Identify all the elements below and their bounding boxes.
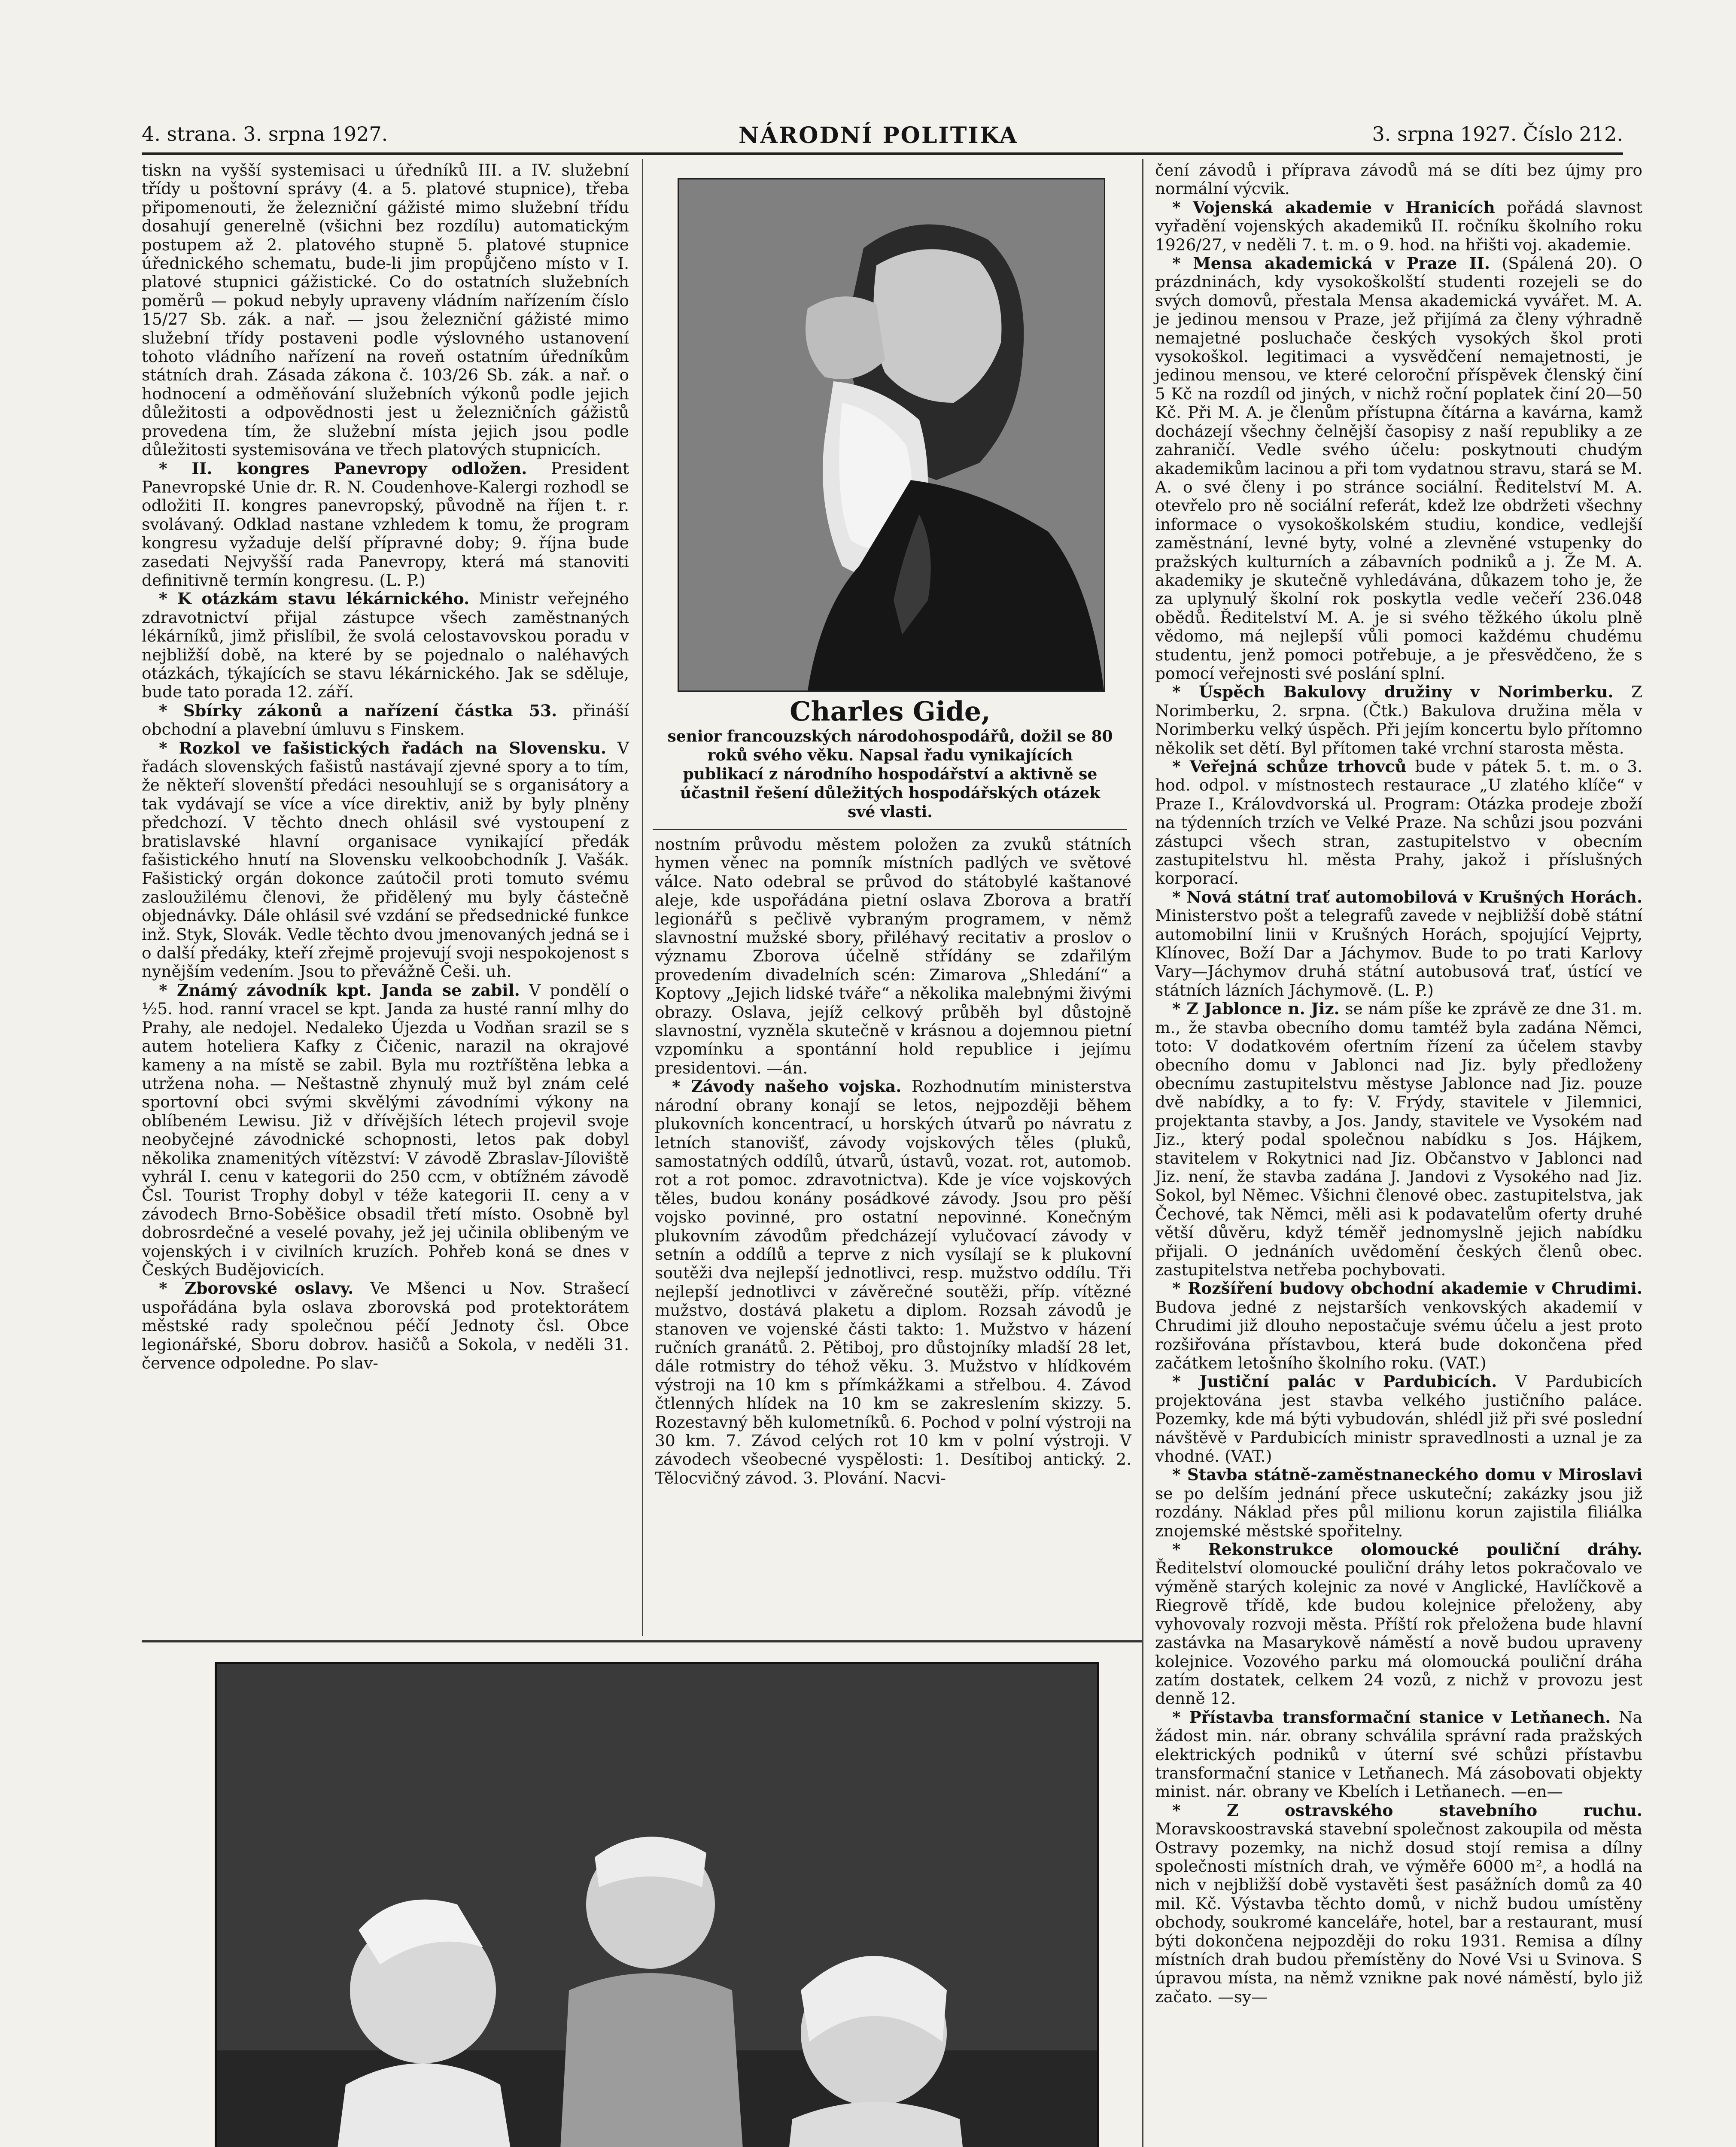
article-headline: * Přístavba transformační stanice v Letňanech.	[1172, 1707, 1611, 1727]
column-3	[1155, 161, 1642, 2147]
article-headline: * Sbírky zákonů a nařízení částka 53.	[159, 701, 557, 720]
article-headline: * Z ostravského stavebního ruchu.	[1172, 1800, 1642, 1820]
article-paragraph	[655, 1077, 1131, 1487]
article-body: (Spálená 20). O prázdninách, kdy vysokoškolští studenti rozejeli se do svých domovů, přestala Mensa akademická vyvářet. M. A. je jedinou mensou v Praze, jež přijímá za členy výhradně nemajetné posluchače českých vysokých škol proti vysokoškol. legitimaci a vysvědčení nemajetnosti, je jedinou mensou, ve které celoroční příspěvek členský činí 5 Kč na rozdíl od jiných, v nichž roční poplatek činí 20—50 Kč. Při M. A. je členům přístupna čítárna a kavárna, kamž docházejí všechny čelnější časopisy z naší republiky a ze zahraničí. Vedle svého účelu: poskytnouti chudým akademikům lacinou a při tom vydatnou stravu, stará se M. A. o své členy i po stránce sociální. Ředitelství M. A. otevřelo pro ně sociální referát, kdež lze obdržeti všechny informace o vysokoškolském studiu, kondice, vedlejší zaměstnání, levné byty, volné a zlevněné vstupenky do pražských kulturních a zábavních podniků a j. Že M. A. akademiky je skutečně vyhledávána, důkazem toho je, že za uplynulý školní rok poskytla vedle večeří 236.048 obědů. Ředitelství M. A. je si svého těžkého úkolu plně vědomo, má nejlepší vůli pomoci každému chudému studentu, jenž pomoci potřebuje, a je přesvědčeno, že s pomocí veřejnosti své poslání splní.	[1155, 254, 1642, 683]
article-body: pořádá slavnost vyřadění vojenských akademiků II. ročníku školního roku 1926/27, v neděli 7. t. m. o 9. hod. na hřišti voj. akademie.	[1155, 198, 1642, 254]
article-paragraph	[142, 981, 629, 1280]
article-headline: * Nová státní trať automobilová v Krušných Horách.	[1172, 887, 1642, 906]
article-body: se po delším jednání přece uskuteční; zakázky jsou již rozdány. Náklad přes půl milionu korun zajistila filiálka znojemské městské spořitelny.	[1155, 1484, 1642, 1540]
article-headline: * Známý závodník kpt. Janda se zabil.	[159, 980, 520, 1000]
article-paragraph	[1155, 757, 1642, 888]
byrd-children-photo	[215, 1662, 1099, 2147]
article-paragraph	[1155, 1000, 1642, 1279]
article-headline: * II. kongres Panevropy odložen.	[159, 459, 527, 478]
article-paragraph	[655, 835, 1131, 1077]
article-paragraph	[142, 161, 629, 459]
article-paragraph	[142, 590, 629, 701]
article-headline: * Mensa akademická v Praze II.	[1172, 254, 1490, 273]
article-body: Z Norimberku, 2. srpna. (Čtk.) Bakulova družina měla v Norimberku velký úspěch. Při jejím koncertu bylo přítomno několik set dětí. Byl přítomen také vrchní starosta města.	[1155, 682, 1642, 757]
column-rule-2	[1142, 159, 1143, 2147]
header-date-left: 4. strana. 3. srpna 1927.	[142, 122, 388, 146]
page-header	[142, 122, 1623, 155]
article-paragraph	[142, 459, 629, 590]
article-paragraph	[1155, 1466, 1642, 1540]
article-body: Budova jedné z nejstarších venkovských akademií v Chrudimi již dlouho nepostačuje svému účelu a jest proto rozšiřována přístavbou, která bude dokončena před začátkem letošního školního roku. (VAT.)	[1155, 1297, 1642, 1372]
portrait-caption	[665, 696, 1116, 821]
article-headline: * Rozšíření budovy obchodní akademie v Chrudimi.	[1172, 1279, 1642, 1298]
article-body: Ve Mšenci u Nov. Strašecí uspořádána byla oslava zborovská pod protektorátem městské rady společnou péčí Jednoty čsl. Obce legionářské, Sboru dobrov. hasičů a Sokola, v neděli 31. července odpoledne. Po slav-	[142, 1279, 629, 1372]
portrait-caption-text: senior francouzských národohospodářů, dožil se 80 roků svého věku. Napsal řadu vynikajících publikací z národního hospodářství a aktivně se účastnil řešení důležitých hospodářských otázek své vlasti.	[667, 727, 1113, 821]
portrait-caption-title: Charles Gide,	[790, 696, 991, 727]
article-body: Rozhodnutím ministerstva národní obrany konají se letos, nejpozději během plukovních koncentrací, u horských útvarů po návratu z letních stanovišť, závody vojskových těles (pluků, samostatných oddílů, útvarů, ústavů, vozat. rot, automob. rot a rot pomoc. zdravotnictva). Kde je více vojskových těles, budou konány posádkové závody. Jsou pro pěší vojsko povinné, pro ostatní nepovinné. Konečným plukovním závodům předcházejí vylučovací závody v setnín a oddílů a teprve z nich vysílají se k plukovní soutěži dva nejlepší jednotlivci, resp. mužstvo oddílu. Tři nejlepší jednotlivci v závěrečné soutěži, příp. vítězné mužstvo, dostává plaketu a diplom. Rozsah závodů je stanoven ve vojenské části takto: 1. Mužstvo v házení ručních granátů. 2. Pětiboj, pro důstojníky mladší 28 let, dále rotmistry do téhož věku. 3. Mužstvo v hlídkovém výstroji na 10 km s přímkážkami a střelbou. 4. Závod čtlenných hlídek na 10 km se zakreslením skizzy. 5. Rozestavný běh kulometníků. 6. Pochod v polní výstroji na 30 km. 7. Závod celých rot 10 km v polní výstroji. V závodech všeobecné vyspělosti: 1. Desítiboj antický. 2. Tělocvičný závod. 3. Plování. Nacvi-	[655, 1077, 1132, 1487]
article-paragraph	[142, 702, 629, 739]
article-body: Ředitelství olomoucké pouliční dráhy letos pokračovalo ve výměně starých kolejnic za nové v Anglické, Havlíčkově a Riegrově třídě, kde budou kolejnice přeloženy, aby vyhovovaly rozvoji města. Příští rok přeložena bude hlavní zastávka na Masarykově náměstí a nově budou upraveny kolejnice. Vozového parku má olomoucká pouliční dráha zatím dostatek, celkem 24 vozů, z nichž v provozu jest denně 12.	[1155, 1558, 1642, 1708]
portrait-illustration	[679, 179, 1104, 690]
rule-under-portrait	[653, 829, 1127, 830]
charles-gide-portrait	[678, 178, 1105, 692]
article-body: čení závodů i příprava závodů má se díti bez újmy pro normální výcvik.	[1155, 161, 1642, 198]
article-body: President Panevropské Unie dr. R. N. Coudenhove-Kalergi rozhodl se odložiti II. kongres panevropský, původně na říjen t. r. svolávaný. Odklad nastane vzhledem k tomu, že program kongresu vyžaduje delší přípravné doby; 9. října bude zasedati Nejvyšší rada Panevropy, která má stanoviti definitivně termín kongresu. (L. P.)	[142, 459, 629, 590]
article-headline: * Úspěch Bakulovy družiny v Norimberku.	[1172, 682, 1614, 702]
header-issue-right: 3. srpna 1927. Číslo 212.	[1372, 122, 1623, 146]
article-headline: * Rekonstrukce olomoucké pouliční dráhy.	[1172, 1540, 1642, 1559]
article-headline: * Zborovské oslavy.	[159, 1279, 354, 1298]
article-headline: * Z Jablonce n. Jiz.	[1172, 999, 1340, 1019]
article-paragraph	[1155, 161, 1642, 198]
article-paragraph	[1155, 1372, 1642, 1466]
article-headline: * Veřejná schůze trhovců	[1172, 757, 1407, 776]
article-paragraph	[1155, 1708, 1642, 1801]
article-body: Moravskoostravská stavební společnost zakoupila od města Ostravy pozemky, na nichž dosud stojí remisa a dílny společnosti místních drah, ve výměře 6000 m², a hodlá na nich v nejbližší době vystavěti šest pasážních domů za 40 mil. Kč. Výstavba těchto domů, v nichž budou umístěny obchody, soukromé kanceláře, hotel, bar a restaurant, musí býti dokončena nejpozději do roku 1931. Remisa a dílny místních drah budou přemístěny do Nové Vsi u Svinova. S úpravou místa, na němž vznikne pak nové náměstí, bylo již začato. —sy—	[1155, 1819, 1642, 2006]
article-body: se nám píše ke zprávě ze dne 31. m. m., že stavba obecního domu tamtéž byla zadána Němci, toto: V dodatkovém ofertním řízení za účelem stavby obecního domu v Jablonci nad Jiz. byly předloženy obecnímu zastupitelstvu městyse Jablonce nad Jiz. pouze dvě nabídky, a to fy: V. Frýdy, stavitele v Jilemnici, projektanta stavby, a Jos. Jandy, stavitele ve Vysokém nad Jiz., který podal společnou nabídku s Jos. Hájkem, stavitelem v Rokytnici nad Jiz. Občanstvo v Jablonci nad Jiz. není, že stavba zadána J. Jandovi z Vysokého nad Jiz. Sokol, byl Němec. Všichni členové obec. zastupitelstva, jak Čechové, tak Němci, měli asi k podavatelům oferty druhé větší důvěru, když téměř jednomyslně jejich nabídku přijali. O jednáních uvědomění českých členů obec. zastupitelstva netřeba pochybovati.	[1155, 999, 1642, 1279]
article-paragraph	[1155, 1801, 1642, 2006]
column-2-lower	[655, 835, 1131, 1634]
article-paragraph	[1155, 888, 1642, 1000]
article-body: tiskn na vyšší systemisaci u úředníků III. a IV. služební třídy u poštovní správy (4. a 5. platové stupnice), třeba připomenouti, že železniční gážisté mimo služební třídu dosahují generelně (všichni bez rozdílu) automatickým postupem až 2. platového stupně 5. platové stupnice úřednického schematu, bude-li jim propůjčeno místo v I. platové stupnici gážistické. Co do ostatních služebních poměrů — pokud nebyly upraveny vládním nařízením číslo 15/27 Sb. zák. a nař. — jsou železniční gážisté mimo služební třídy postaveni podle výslovného ustanovení tohoto vládního nařízení na roveň ostatním úředníkům státních drah. Zásada zákona č. 103/26 Sb. zák. a nař. o hodnocení a odměňování služebních výkonů podle jejich důležitosti a odpovědnosti jest u železničních gážistů provedena tím, že služební místa jejich jsou podle důležitosti systemisována ve třech platových stupnicích.	[142, 161, 629, 459]
article-paragraph	[142, 739, 629, 981]
article-body: Na žádost min. nár. obrany schválila správní rada pražských elektrických podniků v úterní své schůzi přístavbu transformační stanice v Letňanech. Má zásobovati objekty minist. nár. obrany ve Kbelích i Letňanech. —en—	[1155, 1707, 1642, 1801]
article-headline: * Rozkol ve fašistických řadách na Slovensku.	[159, 738, 607, 757]
article-paragraph	[1155, 198, 1642, 254]
article-paragraph	[1155, 254, 1642, 683]
article-body: V řadách slovenských fašistů nastávají zjevné spory a to tím, že někteří slovenští předáci nesouhlují se s organisátory a tak vydávají se více a více direktiv, aniž by byly plněny předchozí. V těchto dnech ohlásil své vystoupení z bratislavské hlavní organisace vynikající předák fašistického hnutí na Slovensku velkoobchodník J. Vašák. Fašistický orgán dokonce zaútočil proti tomuto svému zasloužilému členovi, že přidělený mu byly částečně objednávky. Dále ohlásil své vzdání se předsednické funkce inž. Styk, Slovák. Vedle těchto dvou jmenovaných jedná se i o další předáky, kteří zřejmě projevují svoji nespokojenost s nynějším vedením. Jsou to převážně Češi. uh.	[142, 738, 629, 981]
article-paragraph	[142, 1279, 629, 1372]
article-headline: * Justiční palác v Pardubicích.	[1172, 1372, 1497, 1391]
article-body: Ministerstvo pošt a telegrafů zavede v nejbližší době státní automobilní linii v Krušných Horách, spojující Vejprty, Klínovec, Boží Dar a Jáchymov. Bude to po trati Karlovy Vary—Jáchymov druhá státní autobusová trať, ústící ve státních lázních Jáchymově. (L. P.)	[1155, 906, 1642, 1000]
article-paragraph	[1155, 1540, 1642, 1708]
masthead-title: NÁRODNÍ POLITIKA	[739, 122, 1018, 149]
column-1	[142, 161, 629, 1634]
article-body: nostním průvodu městem položen za zvuků státních hymen věnec na pomník místních padlých ve světové válce. Nato odebral se průvod do státobylé kaštanové aleje, kde uspořádána pietní oslava Zborova a bratří legionářů s pečlivě vybraným programem, v němž slavnostní mužské sbory, přiléhavý recitativ a proslov o významu Zborova účelně střídány se zdařilým provedením divadelních scén: Zimarova „Shledání“ a Koptovy „Jejich lidské tváře“ a několika malebnými živými obrazy. Oslava, jejíž celkový průběh byl důstojně slavnostní, vyzněla skutečně v krásnou a dojemnou pietní vzpomínku a spontánní hold republice i jejímu presidentovi. —án.	[655, 835, 1131, 1077]
column-rule-1	[642, 159, 643, 1636]
article-body: přináší obchodní a plavební úmluvu s Finskem.	[142, 701, 629, 739]
article-headline: * K otázkám stavu lékárnického.	[159, 589, 470, 608]
children-illustration	[217, 1664, 1097, 2147]
article-body: bude v pátek 5. t. m. o 3. hod. odpol. v místnostech restaurace „U zlatého klíče“ v Praze I., Královdvorská ul. Program: Otázka prodeje zboží na týdenních trzích ve Velké Praze. Na schůzi jsou pozváni zástupci všech stran, zastupitelstvo v obecním zastupitelstvu hl. města Prahy, jakož i příslušných korporací.	[1155, 757, 1642, 888]
article-paragraph	[1155, 683, 1642, 757]
article-paragraph	[1155, 1279, 1642, 1372]
article-headline: * Vojenská akademie v Hranicích	[1172, 198, 1495, 217]
article-headline: * Stavba státně-zaměstnaneckého domu v Miroslavi	[1172, 1465, 1642, 1484]
article-body: V pondělí o ½5. hod. ranní vracel se kpt. Janda za husté ranní mlhy do Prahy, ale nedojel. Nedaleko Újezda u Vodňan srazil se s autem hoteliera Kafky z Čičenic, narazil na okrajové kameny a na místě se zabil. Byla mu roztříštěna lebka a utržena noha. — Neštastně zhynulý muž byl znám celé sportovní obci svými skvělými závodními výkony na oblíbeném Lewisu. Již v dřívějších létech projevil svoje neobyčejné závodnické schopnosti, letos pak dobyl několika znamenitých vítězství: V závodě Zbraslav-Jíloviště vyhrál I. cenu v kategorii do 250 ccm, v obtížném závodě Čsl. Tourist Trophy dobyl v téže kategorii II. ceny a v závodech Brno-Soběšice obsadil třetí místo. Osobně byl dobrosrdečné a veselé povahy, jež jej učinila oblibeným ve vojenských i v civilních kruzích. Pohřeb koná se dnes v Českých Budějovicích.	[142, 980, 629, 1279]
article-headline: * Závody našeho vojska.	[672, 1077, 902, 1096]
rule-above-photo	[142, 1640, 1142, 1642]
article-body: Ministr veřejného zdravotnictví přijal zástupce všech zaměstnaných lékárníků, jimž přislíbil, že svolá celostavovskou poradu v nejbližší době, na které by se pojednalo o naléhavých otázkách, týkajících se stavu lékárnického. Jak se sděluje, bude tato porada 12. září.	[142, 589, 629, 702]
article-body: V Pardubicích projektována jest stavba velkého justičního paláce. Pozemky, kde má býti vybudován, shlédl již při své poslední návštěvě v Pardubicích ministr spravedlnosti a uznal je za vhodné. (VAT.)	[1155, 1372, 1642, 1466]
